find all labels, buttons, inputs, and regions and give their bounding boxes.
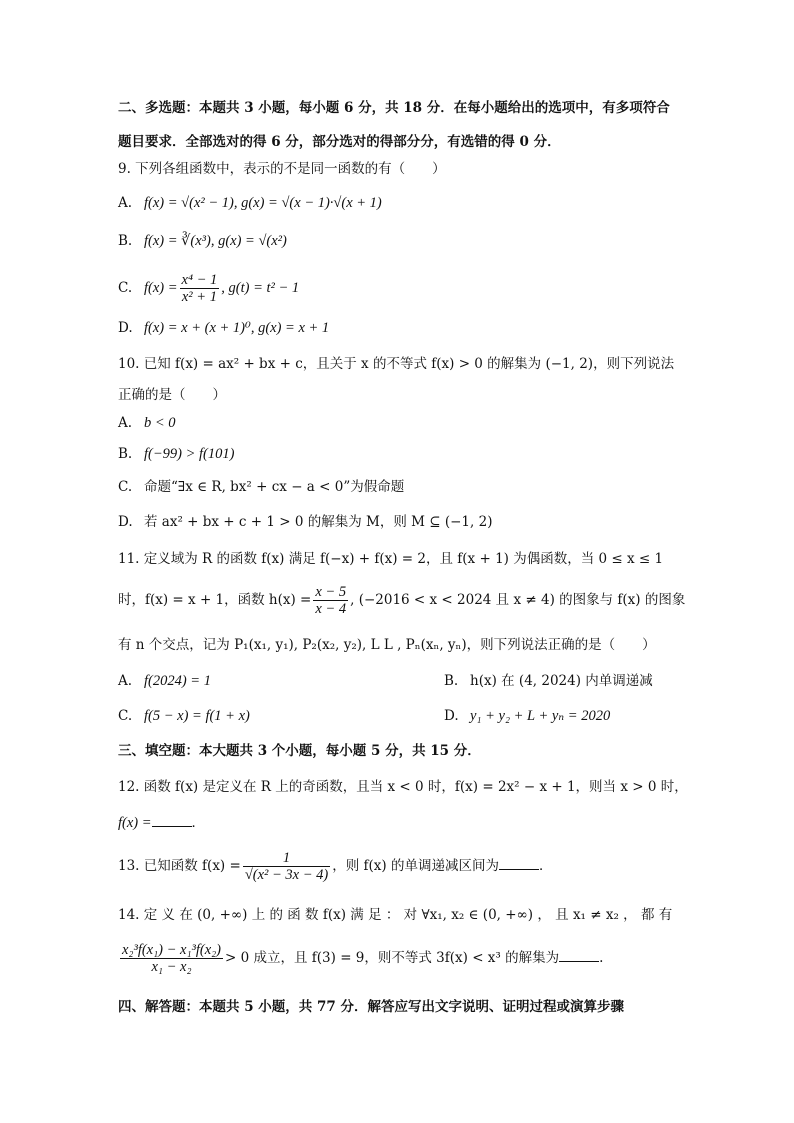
option-label: C. <box>118 479 133 495</box>
fraction <box>180 272 220 305</box>
q10-option-b <box>118 445 234 463</box>
option-label: B. <box>118 446 133 462</box>
q11-stem-line2 <box>118 582 685 618</box>
q11-option-b <box>444 672 653 690</box>
q12-line2-pre: f(x) = <box>118 815 152 831</box>
option-label: D. <box>118 514 133 530</box>
q12-line2 <box>118 814 205 832</box>
q10-stem-line2: 正确的是（ ） <box>118 387 226 403</box>
q11-option-a <box>118 672 211 690</box>
fraction-denominator: x₁ − x₂ <box>151 959 192 975</box>
option-expr: f(x) = x + (x + 1)⁰, g(x) = x + 1 <box>144 320 330 336</box>
q10-option-a <box>118 414 176 432</box>
option-label: B. <box>118 233 133 249</box>
answer-blank[interactable] <box>152 814 192 827</box>
option-label: D. <box>118 320 133 336</box>
option-expr: f(x) = ∛(x³), g(x) = √(x²) <box>144 233 287 249</box>
option-expr-lhs: f(x) = <box>144 280 178 296</box>
fraction <box>120 942 223 975</box>
option-label: A. <box>118 195 133 211</box>
fraction-denominator: x² + 1 <box>181 289 217 305</box>
option-label: A. <box>118 415 133 431</box>
option-label: D. <box>444 708 459 724</box>
q10-option-d <box>118 513 492 531</box>
option-expr: b < 0 <box>144 415 176 431</box>
fraction-numerator: 1 <box>243 850 330 867</box>
q9-option-d <box>118 319 329 337</box>
q11-stem-line2-pre: 时，f(x) = x + 1，函数 h(x) = <box>118 592 312 608</box>
q13-line <box>118 846 552 886</box>
option-expr-rhs: , g(t) = t² − 1 <box>221 280 300 296</box>
q10-stem-line1: 10. 已知 f(x) = ax² + bx + c，且关于 x 的不等式 f(x) > 0 的解集为 (−1, 2)，则下列说法 <box>118 356 675 372</box>
option-label: C. <box>118 280 133 296</box>
q11-stem-line2-post: , (−2016 < x < 2024 且 x ≠ 4) 的图象与 f(x) 的图象 <box>350 592 686 608</box>
q14-line2 <box>118 938 603 978</box>
answer-blank[interactable] <box>499 857 539 870</box>
section2-heading-line2: 题目要求．全部选对的得 6 分，部分选对的得部分分，有选错的得 0 分． <box>118 134 561 150</box>
section3-heading: 三、填空题：本大题共 3 个小题，每小题 5 分，共 15 分． <box>118 743 481 759</box>
option-label: A. <box>118 673 133 689</box>
fraction-numerator: x − 5 <box>315 584 347 600</box>
q11-stem-line3: 有 n 个交点，记为 P₁(x₁, y₁), P₂(x₂, y₂), L L , Pₙ(xₙ, yₙ)，则下列说法正确的是（ ） <box>118 637 656 653</box>
q9-option-b <box>118 232 287 250</box>
q13-pre: 13. 已知函数 f(x) = <box>118 858 241 874</box>
fraction-numerator: x⁴ − 1 <box>181 272 218 288</box>
q14-end: . <box>599 950 604 966</box>
q14-post: > 0 成立，且 f(3) = 9，则不等式 3f(x) < x³ 的解集为 <box>225 950 560 966</box>
q9-stem: 9. 下列各组函数中，表示的不是同一函数的有（ ） <box>118 161 446 177</box>
q13-end: ． <box>538 858 553 874</box>
answer-blank[interactable] <box>559 949 599 962</box>
option-expr: 若 ax² + bx + c + 1 > 0 的解集为 M，则 M ⊆ (−1, 2) <box>144 514 493 530</box>
q12-line1: 12. 函数 f(x) 是定义在 R 上的奇函数，且当 x < 0 时，f(x) = 2x² − x + 1，则当 x > 0 时， <box>118 779 688 795</box>
fraction-numerator: x₂³f(x₁) − x₁³f(x₂) <box>122 942 222 958</box>
option-expr: f(5 − x) = f(1 + x) <box>144 708 250 724</box>
fraction <box>313 584 348 617</box>
option-expr: 命题“∃x ∈ R, bx² + cx − a < 0”为假命题 <box>144 479 405 495</box>
section2-heading-line1: 二、多选题：本题共 3 小题，每小题 6 分，共 18 分．在每小题给出的选项中，有多项符合 <box>118 100 670 116</box>
option-expr: f(2024) = 1 <box>144 673 211 689</box>
fraction-denominator: √(x² − 3x − 4) <box>244 867 329 883</box>
q11-stem-line1: 11. 定义域为 R 的函数 f(x) 满足 f(−x) + f(x) = 2，且 f(x + 1) 为偶函数，当 0 ≤ x ≤ 1 <box>118 551 664 567</box>
q13-post: ，则 f(x) 的单调递减区间为 <box>332 858 499 874</box>
q12-line2-post: ． <box>191 815 206 831</box>
option-expr: f(−99) > f(101) <box>144 446 235 462</box>
option-label: B. <box>444 673 459 689</box>
option-expr: f(x) = √(x² − 1), g(x) = √(x − 1)·√(x + 1) <box>144 195 382 211</box>
option-label: C. <box>118 708 133 724</box>
fraction-denominator: x − 4 <box>315 601 347 617</box>
q14-line1: 14. 定 义 在 (0, +∞) 上 的 函 数 f(x) 满 足 ： 对 ∀x₁, x₂ ∈ (0, +∞) ， 且 x₁ ≠ x₂ ， 都 有 <box>118 907 673 923</box>
q11-option-d <box>444 707 610 725</box>
q9-option-a <box>118 194 382 212</box>
q11-option-c <box>118 707 250 725</box>
fraction <box>243 850 330 883</box>
q9-option-c <box>118 270 299 306</box>
option-expr: h(x) 在 (4, 2024) 内单调递减 <box>470 673 653 689</box>
section4-heading: 四、解答题：本题共 5 小题，共 77 分．解答应写出文字说明、证明过程或演算步骤 <box>118 999 624 1015</box>
option-expr: y₁ + y₂ + L + yₙ = 2020 <box>470 708 611 724</box>
q10-option-c <box>118 478 404 496</box>
